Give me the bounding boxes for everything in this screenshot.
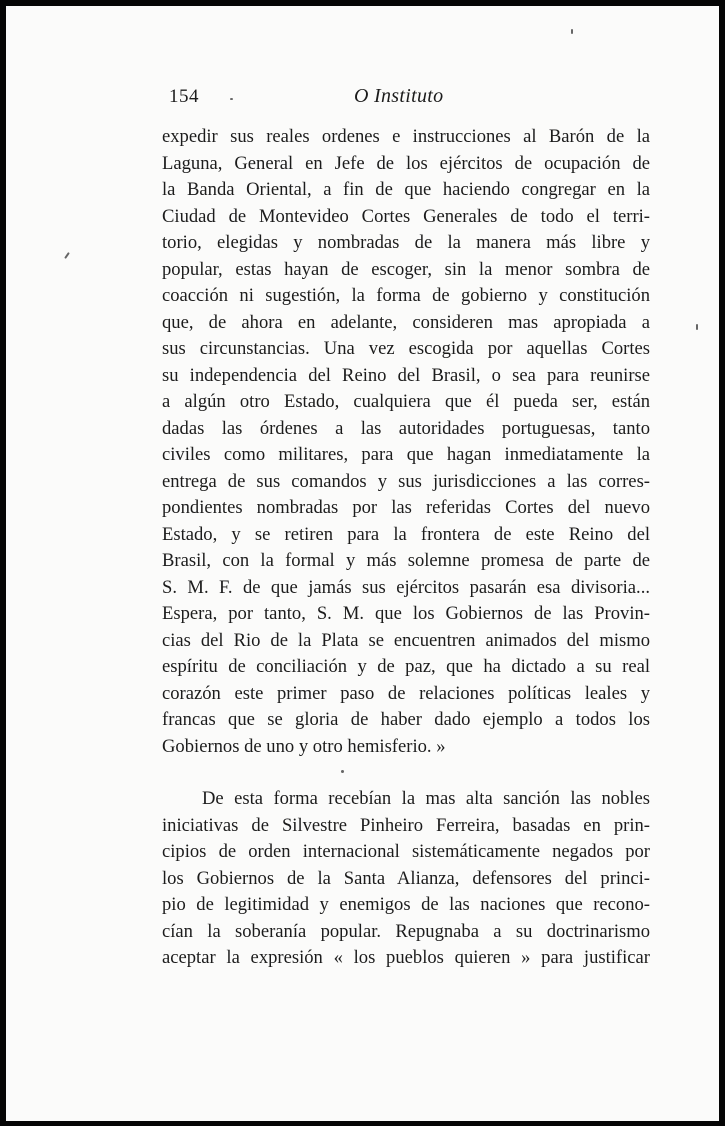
text-line: pondientes nombradas por las referidas Cortes del nuevo [162,497,650,518]
text-line: francas que se gloria de haber dado ejemplo a todos los [162,709,650,730]
text-line: su independencia del Reino del Brasil, o sea para reunirse [162,364,650,386]
text-line: coacción ni sugestión, la forma de gobierno y constitución [162,285,650,306]
body-text [162,124,650,972]
text-line: cipios de orden internacional sistemáticamente negados por [162,841,650,862]
page-number: 154 [169,86,199,107]
text-line: expedir sus reales ordenes e instrucciones al Barón de la [162,126,650,147]
text-line: a algún otro Estado, cualquiera que él pueda ser, están [162,391,650,412]
running-title: O Instituto [354,85,444,107]
text-line: iniciativas de Silvestre Pinheiro Ferreira, basadas en prin- [162,814,650,836]
text-line: aceptar la expresión « los pueblos quieren » para justificar [162,947,650,968]
text-line: la Banda Oriental, a fin de que haciendo congregar en la [162,179,650,200]
text-line: De esta forma recebían la mas alta sanción las nobles [202,788,650,809]
text-line: popular, estas hayan de escoger, sin la menor sombra de [162,258,650,280]
text-line: espíritu de conciliación y de paz, que ha dictado a su real [162,656,650,677]
paragraph-quote-continuation [162,124,650,760]
text-line: cias del Rio de la Plata se encuentren animados del mismo [162,629,650,651]
paragraph-commentary [162,786,650,972]
text-line: Gobiernos de uno y otro hemisferio. » [162,735,446,757]
text-line: torio, elegidas y nombradas de la manera más libre y [162,232,650,253]
text-line: pio de legitimidad y enemigos de las naciones que recono- [162,894,650,915]
text-line: S. M. F. de que jamás sus ejércitos pasarán esa divisoria... [162,576,650,598]
scan-speck [64,252,70,259]
page-header [162,82,650,118]
text-line: Espera, por tanto, S. M. que los Gobiernos de las Provin- [162,603,650,624]
text-line: los Gobiernos de la Santa Alianza, defensores del princi- [162,867,650,889]
scan-speck [696,324,698,330]
text-line: que, de ahora en adelante, consideren mas apropiada a [162,311,650,333]
text-line: Laguna, General en Jefe de los ejércitos de ocupación de [162,152,650,174]
text-line: dadas las órdenes a las autoridades portuguesas, tanto [162,417,650,439]
text-line: entrega de sus comandos y sus jurisdicciones a las corres- [162,470,650,492]
text-line: sus circunstancias. Una vez escogida por aquellas Cortes [162,338,650,359]
text-line: Brasil, con la formal y más solemne promesa de parte de [162,550,650,571]
text-line: Ciudad de Montevideo Cortes Generales de todo el terri- [162,205,650,227]
text-line: cían la soberanía popular. Repugnaba a su doctrinarismo [162,920,650,942]
text-line: corazón este primer paso de relaciones políticas leales y [162,682,650,704]
text-line: civiles como militares, para que hagan inmediatamente la [162,444,650,465]
paragraph-gap [162,760,650,786]
text-line: Estado, y se retiren para la frontera de este Reino del [162,523,650,545]
scan-speck [571,29,573,34]
